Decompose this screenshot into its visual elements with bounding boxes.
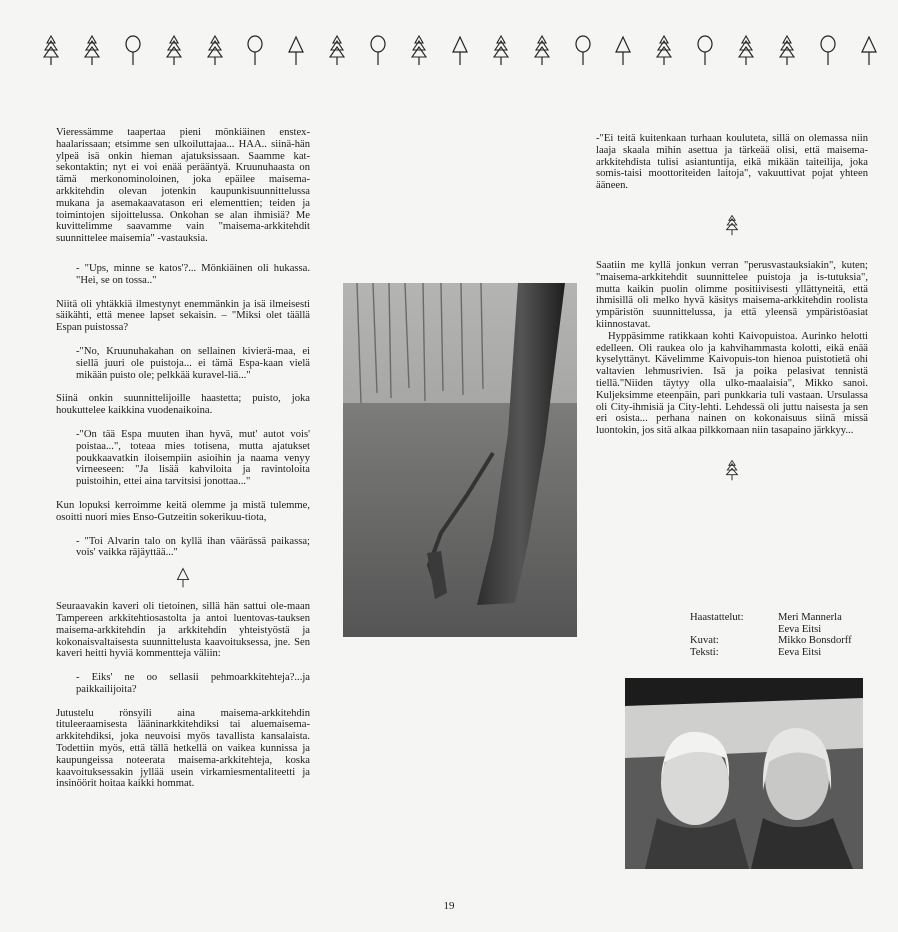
paragraph: Seuraavakin kaveri oli tietoinen, sillä hän sattui ole-maan Tampereen arkkitehtiosastolta ja antoi luentovas-tauksen maisema-arkkitehdin ja arkkitehdin yhteistyöstä ja kokonaisvaltaisesta suunnittelusta kaavoituksessa, jne. Sen kaveri heitti hyviä kommentteja väliin: [56,601,310,660]
credit-role [690,624,778,636]
deciduous-tree-icon [817,34,839,66]
pine-tree-icon [735,34,757,66]
credit-role: Teksti: [690,646,719,658]
pine-tree-icon [81,34,103,66]
quote: -"No, Kruunuhakahan on sellainen kivierä-maa, ei siellä juuri ole puistoja... ei tämä Espa-kaan vielä mikään puisto ole; pelkkää kuravel-liä..." [76,345,310,381]
pine-tree-icon [163,34,185,66]
page-number: 19 [443,900,455,912]
article-left-column [56,127,310,790]
deciduous-tree-icon [367,34,389,66]
credit-role: Haastattelut: [690,612,744,623]
deciduous-tree-icon [244,34,266,66]
paragraph: Siinä onkin suunnittelijoille haastetta; puisto, joka houkuttelee kaikkina vuodenaikoina. [56,393,310,417]
paragraph: Vieressämme taapertaa pieni mönkiäinen enstex-haalarissaan; etsimme sen ulkoiluttajaa... HAA.. siinä-hän ylpeä isä onkin hieman ajatuksissaan. Saamme kat-sekontaktin; nyt ei voi enää perääntyä. Kruunuhaasta on tämä merkonominoloinen, joka epäilee maisema-arkkitehdin olevan jotenkin kaupunkisuunnittelussa mukana ja asemakaavatason eri elementtien; teiden ja toimintojen sijoittelussa. Onkohan se alan ihmisiä? Me kuvittelimme saavamme vain "maisema-arkkitehdit suunnittelee maisemia" -vastauksia. [56,127,310,245]
tree-trunk-photo [343,283,577,637]
pine-tree-icon [40,34,62,66]
deciduous-tree-icon [694,34,716,66]
deciduous-tree-icon [122,34,144,66]
fir-tree-icon [56,567,310,589]
credit-names: Mikko Bonsdorff [778,635,852,647]
pine-tree-icon [776,34,798,66]
pine-tree-icon [596,459,868,481]
deciduous-tree-icon [572,34,594,66]
credits [690,612,870,658]
pine-tree-icon [490,34,512,66]
credit-role: Kuvat: [690,635,719,647]
pine-tree-icon [326,34,348,66]
quote: -"Ei teitä kuitenkaan turhaan kouluteta, sillä on olemassa niin laaja skaala mihin asettua ja tärkeää olisi, että maisema-arkkitehdista tulisi asiantuntija, eikä mikään taiteilija, joka somis-taisi moottoriteiden laitoja", vakuuttivat pojat yhteen ääneen. [596,133,868,192]
pine-tree-icon [204,34,226,66]
credit-names: Eeva Eitsi [778,623,822,635]
fir-tree-icon [612,34,634,66]
quote: - "Toi Alvarin talo on kyllä ihan väärässä paikassa; vois' vaikka räjäyttää..." [76,535,310,559]
quote: - Eiks' ne oo sellasii pehmoarkkitehteja?...ja paikkailijoita? [76,672,310,695]
quote: - "Ups, minne se katos'?... Mönkiäinen oli hukassa. "Hei, se on tossa.." [76,262,310,286]
pine-tree-icon [596,214,868,236]
fir-tree-icon [449,34,471,66]
credit-names: Meri Mannerla [778,612,842,623]
paragraph: Hyppäsimme ratikkaan kohti Kaivopuistoa. Aurinko helotti edelleen. Oli raukea olo ja kahvihammasta kolotti, eikä enää kyselyttänyt. Kävelimme Kaivopuis-ton hienoa puistotietä ohi valtavien lehmusrivien. Isä ja poika pelasivat tennistä tiellä."Niiden täytyy olla ulko-maalaisia", Mikko sanoi. Kuljeksimme eteenpäin, pari punkkaria tuli vastaan. Ursulassa oli City-ihmisiä ja City-lehti. Lehdessä oli juttu naisesta ja sen eri osista... perhana nainen on kokonaisuus siinä missä luontokin, jos sitä alkaa pilkkomaan niin tasapaino järkkyy... [596,330,868,437]
article-right-column [596,133,868,481]
pine-tree-icon [531,34,553,66]
paragraph: Jutustelu rönsyili aina maisema-arkkitehdin tituleeraamisesta lääninarkkitehdiksi tai aluemaisema-arkkitehdiksi, joka neuvoisi myös tavallista kansalaista. Todettiin myös, että tällä hetkellä on vaikea kunnissa ja kaupungeissa noteerata maisema-arkkitehteja, koska kaavoituksessakin jyllää usein virkamiesmentaliteetti ja insinöörit hoitaa kaikki hommat. [56,707,310,790]
paragraph: Kun lopuksi kerroimme keitä olemme ja mistä tulemme, osoitti nuori mies Enso-Gutzeitin sokerikuu-tiota, [56,499,310,523]
paragraph: Saatiin me kyllä jonkun verran "perusvastauksiakin", kuten; "maisema-arkkitehdit suunnittelee puistoja ja is-tutuksia", mutta kaikin puolin olimme positiivisesti yllättyneitä, että ihmisillä oli melko hyvä käsitys maisema-arkkitehdin roolista ympäristön suunnittelussa, ja että yleensä ympäristöasiat kiinnostavat. [596,259,868,330]
tree-decoration-row [40,30,880,66]
fir-tree-icon [858,34,880,66]
pine-tree-icon [653,34,675,66]
quote: -"On tää Espa muuten ihan hyvä, mut' autot vois' poistaa...", toteaa mies totisena, mutta ajatukset poukkaavatkin iloisempiin asioihin ja naama venyy virneeseen: "Ja lisää kahviloita ja ravintoloita puistoihin, ettei aina tarvitsisi jonottaa..." [76,428,310,488]
paragraph: Niitä oli yhtäkkiä ilmestynyt enemmänkin ja isä ilmeisesti säikähti, että menee lapset sekaisin. – "Miksi olet täällä Espan puistossa? [56,298,310,334]
interviewers-photo [625,678,863,869]
credit-names: Eeva Eitsi [778,646,822,658]
pine-tree-icon [408,34,430,66]
fir-tree-icon [285,34,307,66]
